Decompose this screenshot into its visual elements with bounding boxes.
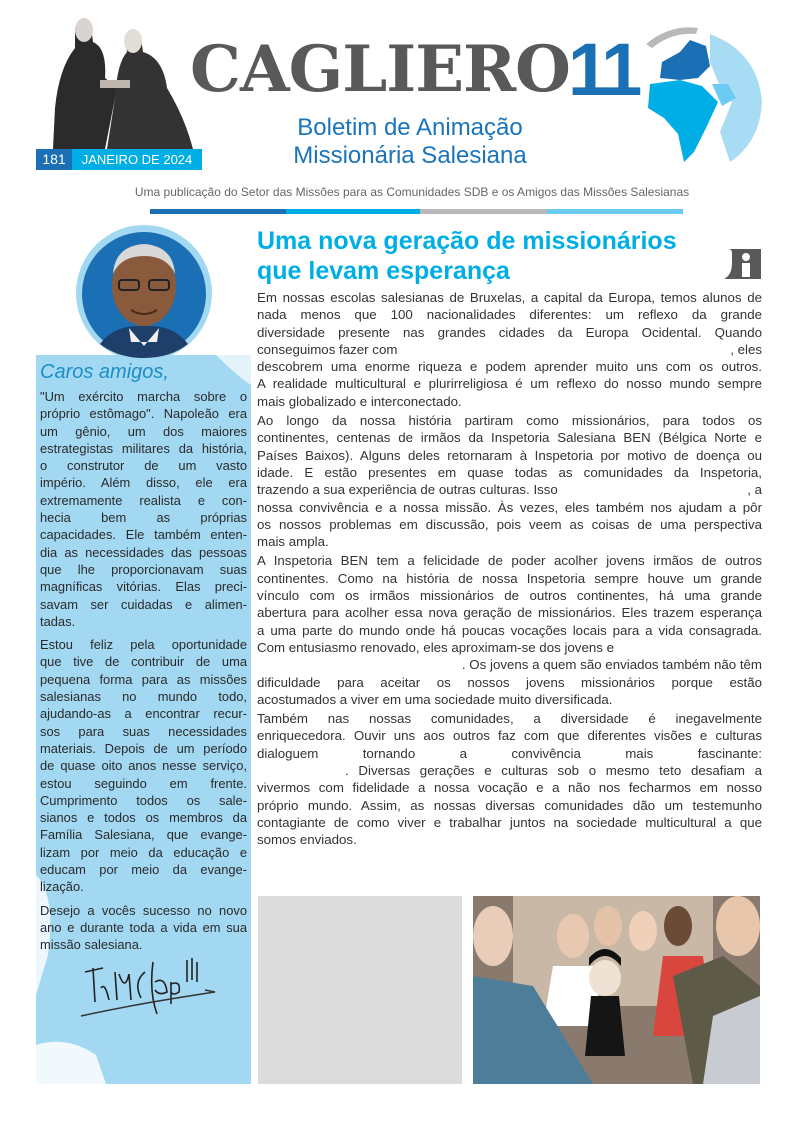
text-line: enriquecedora. Ouvir uns aos outros faz com que diferentes visões e culturas	[257, 728, 762, 744]
issue-number: 181	[36, 149, 72, 170]
image-placeholder	[258, 896, 462, 1084]
text-line: capacidades. Ele também enten-	[40, 527, 247, 543]
text-line: Cumprimento todos os sale-	[40, 792, 247, 808]
text-line: savam ser cuidadas e alimen-	[40, 596, 247, 612]
text-line: Com entusiasmo renovado, eles aproximam-se dos jovens e	[257, 639, 614, 655]
color-bar-segment	[286, 209, 420, 214]
text-line: Em nossas escolas salesianas de Bruxelas, a capital da Europa, temos alunos de	[257, 290, 762, 305]
text-line: estrategistas militares da história,	[40, 440, 247, 456]
text-line: a uma parte do mundo onde há poucas vocações locais para a vida consagrada.	[257, 622, 762, 638]
text-line: próprio mundo. Assim, as nossas diversas comunidades dão um testemunho	[257, 797, 762, 813]
text-line: império. Além disso, ele era	[40, 475, 247, 491]
issue-date: JANEIRO DE 2024	[72, 149, 202, 170]
text-line: vivermos com fidelidade a nossa vocação e a não nos fecharmos em nosso	[257, 780, 762, 796]
text-line: missão salesiana.	[40, 937, 143, 953]
text-line: que lhe proporcionavam suas	[40, 561, 247, 577]
color-bar-segment	[547, 209, 683, 214]
text-line: lização.	[40, 879, 84, 895]
globe-logo	[640, 22, 765, 170]
text-line: Estou feliz pela oportunidade	[40, 637, 247, 653]
info-icon	[724, 249, 761, 279]
article-body	[257, 289, 762, 851]
greeting-heading: Caros amigos,	[40, 361, 169, 383]
color-bar	[150, 209, 683, 214]
text-line	[257, 341, 762, 358]
masthead-title: CAGLIERO	[190, 32, 570, 107]
paragraph	[40, 636, 247, 895]
text-line: tadas.	[40, 613, 76, 629]
text-line: educam por meio da evange-	[40, 862, 247, 878]
article-title-line-1: Uma nova geração de missionários	[257, 227, 677, 255]
paragraph	[257, 710, 762, 848]
text-line: ajudando-as a encontrar recur-	[40, 706, 247, 722]
text-line	[257, 481, 762, 498]
text-line-right: , eles	[730, 341, 762, 357]
text-line: ano e durante toda a vida em sua	[40, 919, 247, 935]
author-portrait	[75, 224, 213, 362]
signature	[75, 952, 225, 1024]
text-line: magníficas vitórias. Elas preci-	[40, 579, 247, 595]
text-line: vínculo com os irmãos missionários de outros continentes, há uma grande	[257, 588, 762, 604]
text-line: abertura para acolher essa nova geração de missionários. Eles trazem esperança	[257, 605, 762, 621]
text-line: mais ampla.	[257, 534, 329, 550]
color-bar-segment	[150, 209, 286, 214]
text-line: lizam por meio da educação e	[40, 844, 247, 860]
text-line: pequena forma para as missões	[40, 671, 247, 687]
paragraph	[257, 289, 762, 410]
text-line: acostumados a viver em uma sociedade muito diversificada.	[257, 691, 613, 707]
text-line-right: , a	[747, 482, 762, 498]
text-line: dia as necessidades das pessoas	[40, 544, 247, 560]
paragraph	[40, 902, 247, 954]
students-photo	[473, 896, 760, 1084]
text-line: continentes, centenas de irmãos da Inspetoria Salesiana BEN (Bélgica Norte e	[257, 430, 762, 446]
text-line: os nossos problemas em discussão, pois veem as coisas de uma perspectiva	[257, 516, 762, 532]
text-line: salesianas no mundo todo,	[40, 689, 247, 705]
text-line: estou seguindo em frente.	[40, 775, 247, 791]
text-line: "Um exército marcha sobre o	[40, 389, 247, 404]
text-line: continentes. Como na história de nossa Inspetoria sempre houve um grande	[257, 570, 762, 586]
tagline: Uma publicação do Setor das Missões para as Comunidades SDB e os Amigos das Missões Salesianas	[134, 185, 690, 199]
paragraph	[40, 388, 247, 630]
text-line: diversidade presente nas grandes cidades da Europa Ocidental. Quando	[257, 324, 762, 340]
text-line: Também nas nossas comunidades, a diversidade é inegavelmente	[257, 711, 762, 727]
color-bar-segment	[420, 209, 547, 214]
text-line: um gênio, um dos maiores	[40, 423, 247, 439]
text-line: hecia bem as próprias	[40, 510, 247, 526]
text-line: sos para suas necessidades	[40, 723, 247, 739]
text-line	[257, 656, 762, 673]
text-line: que tive de contribuir de uma	[40, 654, 247, 670]
text-line: descobrem uma enorme riqueza e podem aprender muito uns com os outros.	[257, 359, 762, 375]
text-line-left: conseguimos fazer com	[257, 341, 398, 357]
text-line: A realidade multicultural e plurirreligiosa é um reflexo do nosso mundo sempre	[257, 376, 762, 392]
founders-photo	[45, 8, 195, 149]
subtitle-line-1: Boletim de Animação	[297, 114, 523, 141]
text-line: mais globalizado e interconectado.	[257, 393, 462, 409]
article-title-line-2: que levam esperança	[257, 257, 510, 285]
text-line: nada menos que 100 nacionalidades diferentes: um reflexo da grande	[257, 307, 762, 323]
masthead-number: 11	[568, 28, 639, 111]
sidebar-letter	[40, 388, 247, 960]
text-line: idade. E estão presentes em quase todas as comunidades da Inspetoria,	[257, 464, 762, 480]
text-line: Família Salesiana, que evange-	[40, 827, 247, 843]
text-line: somos enviados.	[257, 832, 357, 848]
text-line: A Inspetoria BEN tem a felicidade de poder acolher jovens irmãos de outros	[257, 553, 762, 569]
text-line: nossa convivência e a nossa missão. Às vezes, eles também nos ajudam a pôr	[257, 499, 762, 515]
text-line: . Diversas gerações e culturas sob o mesmo teto desafiam a	[345, 763, 762, 779]
text-line: contagiante de como viver e trabalhar juntos na sociedade multicultural a que	[257, 814, 762, 830]
text-line: Ao longo da nossa história partiram como missionários, para todos os	[257, 413, 762, 429]
paragraph	[257, 412, 762, 550]
text-line-left: trazendo a sua experiência de outras culturas. Isso	[257, 482, 558, 498]
text-line: materiais. Depois de um período	[40, 740, 247, 756]
text-line: o construtor de um vasto	[40, 458, 247, 474]
text-line: extremamente realista e con-	[40, 492, 247, 508]
article-title	[257, 226, 727, 286]
paragraph	[257, 552, 762, 708]
text-line-right: . Os jovens a quem são enviados também não têm	[461, 657, 762, 673]
text-line: dificuldade para aceitar os nossos jovens missionários porque estão	[257, 674, 762, 690]
text-line: de quase oito anos nesse serviço,	[40, 758, 247, 774]
text-line: dialoguem tornando a convivência mais fascinante:	[257, 745, 762, 761]
text-line: Países Baixos). Alguns deles retornaram à Inspetoria por motivo de doença ou	[257, 447, 762, 463]
subtitle-line-2: Missionária Salesiana	[293, 142, 527, 169]
text-line: próprio estômago". Napoleão era	[40, 406, 247, 422]
text-line: Desejo a vocês sucesso no novo	[40, 902, 247, 918]
text-line: sianos e todos os membros da	[40, 810, 247, 826]
